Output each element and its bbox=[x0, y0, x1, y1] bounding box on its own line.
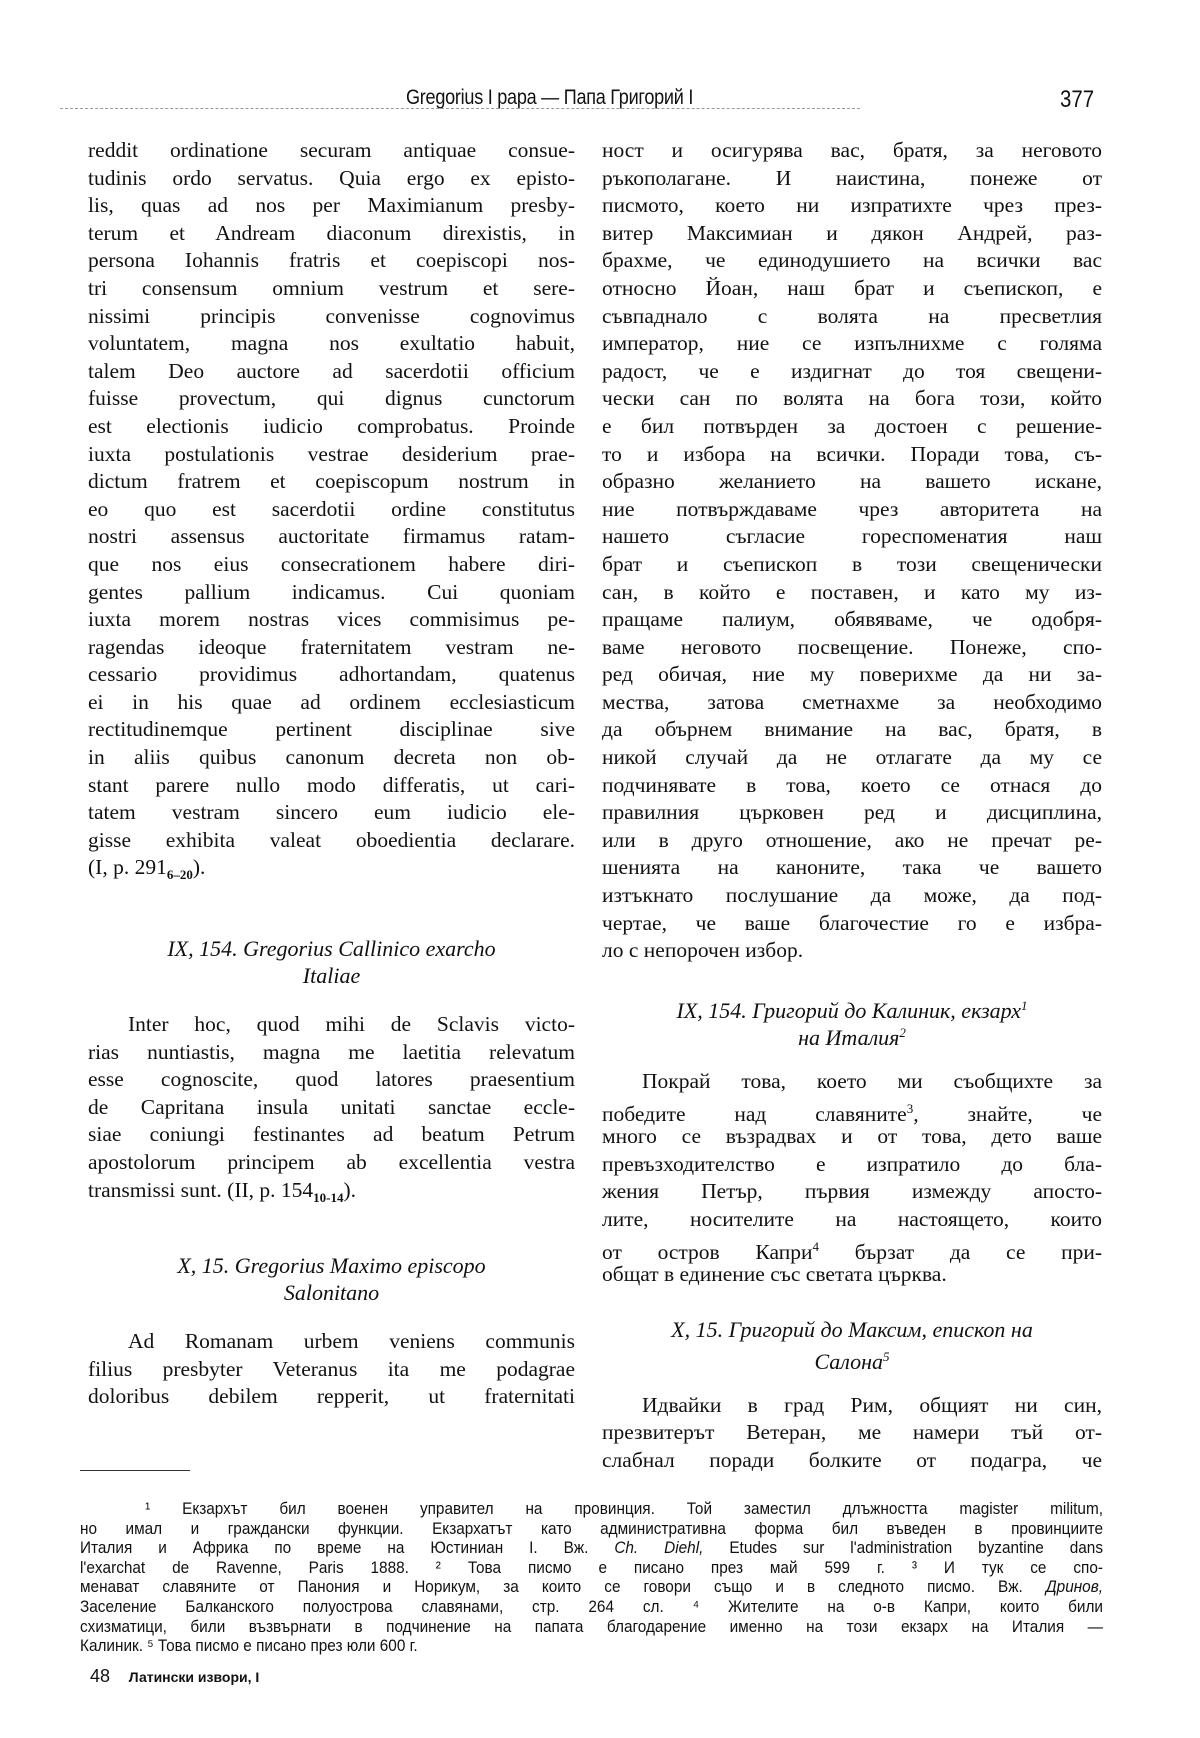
footnote-line bbox=[80, 1637, 1103, 1657]
footnote-text: Калиник. ⁵ Това писмо е писано през юли 600 г. bbox=[80, 1637, 418, 1656]
text-line: Ad Romanam urbem veniens communis bbox=[128, 1329, 575, 1354]
text-line: rectitudinemque pertinent disciplinae sive bbox=[88, 717, 575, 742]
heading-text: на Италия bbox=[798, 1024, 900, 1050]
text-line: stant parere nullo modo differatis, ut cari- bbox=[88, 772, 575, 797]
text-line: eo quo est sacerdotii ordine constitutus bbox=[88, 496, 575, 521]
text-segment: много се възрадвах и от това, дето ваше bbox=[602, 1124, 1102, 1148]
footnote-line bbox=[80, 1559, 1103, 1579]
text-segment: Покрай това, което ми съобщихте за bbox=[642, 1068, 1102, 1093]
text-line: ност и осигурява вас, братя, за неговото bbox=[602, 138, 1102, 162]
text-line: gisse exhibita valeat oboedientia declarare. bbox=[88, 827, 575, 852]
citation-end: ). bbox=[343, 1177, 357, 1202]
text-line: презвитерът Ветеран, ме намери тъй от- bbox=[602, 1420, 1102, 1445]
citation-lines: 10-14 bbox=[313, 1189, 344, 1205]
text-line: чески сан по волята на бога този, който bbox=[602, 386, 1102, 411]
text-segment: победите над славяните bbox=[602, 1102, 907, 1127]
text-line: или в друго отношение, ако не пречат ре- bbox=[602, 827, 1102, 852]
text-line: lis, quas ad nos per Maximianum presby- bbox=[88, 193, 575, 218]
heading-line: IX, 154. Gregorius Callinico exarcho bbox=[167, 936, 496, 962]
running-head bbox=[0, 86, 1200, 126]
bulgarian-letter-body-ix-154 bbox=[602, 1068, 1102, 1289]
text-line: съвпаднало с волята на пресветлия bbox=[602, 303, 1102, 328]
source-label: Латински извори, I bbox=[128, 1669, 260, 1685]
text-line bbox=[602, 1151, 1102, 1179]
latin-letter-heading-x-15 bbox=[88, 1252, 575, 1306]
signature-number: 48 bbox=[90, 1666, 111, 1686]
text-line: filius presbyter Veteranus ita me podagrae bbox=[88, 1356, 575, 1381]
text-line: ръкополагане. И наистина, понеже от bbox=[602, 165, 1102, 190]
text-line bbox=[602, 1123, 1102, 1151]
latin-letter-heading-ix-154 bbox=[88, 935, 575, 989]
text-line: ваме неговото посвещение. Понеже, спо- bbox=[602, 634, 1102, 659]
latin-column bbox=[88, 137, 575, 1411]
text-line bbox=[602, 1261, 1102, 1289]
text-line: подчинявате в това, което се отнася до bbox=[602, 772, 1102, 797]
text-line bbox=[602, 1095, 1102, 1127]
footnote-line bbox=[80, 1520, 1103, 1540]
text-line: писмото, което ни изпратихте чрез през- bbox=[602, 193, 1102, 218]
text-line: iuxta morem nostras vices commisimus pe- bbox=[88, 607, 575, 632]
text-line: in aliis quibus canonum decreta non ob- bbox=[88, 745, 575, 770]
text-line: витер Максимиан и дякон Андрей, раз- bbox=[602, 220, 1102, 245]
text-line: то и избора на всички. Поради това, съ- bbox=[602, 441, 1102, 466]
text-line: относно Йоан, наш брат и съепископ, е bbox=[602, 275, 1102, 300]
text-line: изтъкнато послушание да може, да под- bbox=[602, 883, 1102, 908]
footnote-marker[interactable]: 3 bbox=[906, 1101, 914, 1117]
footnote-text: Италия и Африка по време на Юстиниан I. Вж. bbox=[80, 1539, 615, 1558]
footnotes bbox=[80, 1500, 1103, 1657]
latin-letter-body-ix-154 bbox=[88, 1011, 575, 1177]
text-line: terum et Andream diaconum direxistis, in bbox=[88, 220, 575, 245]
text-segment: общат в единение със светата църква. bbox=[602, 1261, 947, 1286]
citation-text: (I, p. 291 bbox=[88, 855, 167, 880]
footnote-line bbox=[80, 1618, 1103, 1638]
heading-text: Салона bbox=[814, 1348, 884, 1374]
text-line: слабнал поради болките от подагра, че bbox=[602, 1447, 1102, 1472]
footnote-line bbox=[80, 1578, 1103, 1598]
page-footer bbox=[90, 1666, 259, 1687]
text-line bbox=[602, 1178, 1102, 1206]
footnote-marker[interactable]: 1 bbox=[1020, 997, 1028, 1013]
text-line: е бил потвърден за достоен с решение- bbox=[602, 413, 1102, 438]
text-line: Inter hoc, quod mihi de Sclavis victo- bbox=[128, 1012, 575, 1037]
text-segment: жения Петър, първия измежду апосто- bbox=[602, 1179, 1102, 1204]
text-line: iuxta postulationis vestrae desiderium prae- bbox=[88, 441, 575, 466]
text-line: siae coniungi festinantes ad beatum Petrum bbox=[88, 1122, 575, 1147]
text-line: император, ние се изпълнихме с голяма bbox=[602, 331, 1102, 356]
text-line bbox=[602, 1068, 1102, 1096]
footnote-text: Etudes sur l'administration byzantine dans bbox=[703, 1539, 1104, 1558]
text-segment: лите, носителите на настоящето, които bbox=[602, 1206, 1102, 1231]
text-line: que nos eius consecrationem habere diri- bbox=[88, 551, 575, 576]
text-line: сан, в който е поставен, и като му из- bbox=[602, 579, 1102, 604]
text-line: ред обичая, ние му поверихме да ни за- bbox=[602, 662, 1102, 687]
footnote-citation-author: Дринов, bbox=[1045, 1578, 1103, 1597]
text-line: tri consensum omnium vestrum et sere- bbox=[88, 275, 575, 300]
heading-line: Italiae bbox=[302, 963, 361, 989]
text-line: брахме, че единодушието на всички вас bbox=[602, 248, 1102, 273]
text-line: cessario providimus adhortandam, quatenus bbox=[88, 662, 575, 687]
citation-line bbox=[88, 1177, 575, 1205]
text-line: пращаме палиум, обявяваме, че одобря- bbox=[602, 607, 1102, 632]
footnote-text: Заселение Балканского полуострова славянами, стр. 264 сл. ⁴ Жителите на о-в Капри, които били bbox=[80, 1597, 1103, 1616]
bulgarian-letter-heading-x-15 bbox=[602, 1316, 1102, 1374]
running-title: Gregorius I papa — Папа Григорий I bbox=[406, 86, 694, 109]
text-line: Идвайки в град Рим, общият ни син, bbox=[642, 1392, 1102, 1417]
text-line: радост, че е издигнат до тоя свещени- bbox=[602, 358, 1102, 383]
text-line: reddit ordinatione securam antiquae consue- bbox=[88, 138, 575, 162]
header-rule bbox=[60, 108, 860, 109]
bulgarian-column bbox=[602, 137, 1102, 1474]
footnote-line bbox=[80, 1598, 1103, 1618]
heading-line: X, 15. Gregorius Maximo episcopo bbox=[177, 1253, 486, 1279]
text-line bbox=[602, 1233, 1102, 1265]
text-line: ние потвърждаваме чрез авторитета на bbox=[602, 496, 1102, 521]
heading-line bbox=[602, 992, 1102, 1023]
bulgarian-letter-heading-ix-154 bbox=[602, 992, 1102, 1050]
citation-lines: 6–20 bbox=[166, 867, 193, 883]
text-segment: бързат да се при- bbox=[819, 1240, 1102, 1265]
text-line: dictum fratrem et coepiscopum nostrum in bbox=[88, 469, 575, 494]
text-line: ei in his quae ad ordinem ecclesiasticum bbox=[88, 689, 575, 714]
text-line: ло с непорочен избор. bbox=[602, 938, 804, 963]
text-line: fuisse provectum, qui dignus cunctorum bbox=[88, 386, 575, 411]
latin-letter-body-x-15 bbox=[88, 1328, 575, 1411]
text-segment: , знайте, че bbox=[913, 1102, 1102, 1127]
citation-end: ). bbox=[192, 855, 206, 880]
footnote-line bbox=[80, 1539, 1103, 1559]
footnote-marker[interactable]: 2 bbox=[899, 1024, 906, 1040]
bulgarian-letter-body-x-15 bbox=[602, 1392, 1102, 1475]
heading-line: Salonitano bbox=[283, 1280, 380, 1306]
text-line: шенията на каноните, така че вашето bbox=[602, 855, 1102, 880]
text-line: tatem vestram sincero eum iudicio ele- bbox=[88, 800, 575, 825]
citation-text: transmissi sunt. (II, p. 154 bbox=[88, 1177, 314, 1202]
footnote-text: ¹ Екзархът бил военен управител на провинция. Той заместил длъжността magister militum, bbox=[145, 1500, 1104, 1518]
text-segment: превъзходителство е изпратило до бла- bbox=[602, 1151, 1102, 1176]
text-segment: от остров Капри bbox=[602, 1240, 813, 1265]
text-line bbox=[602, 1206, 1102, 1234]
text-line: мества, затова сметнахме за необходимо bbox=[602, 689, 1102, 714]
footnote-text: схизматици, били възвърнати в подчинение на папата благодарение именно на този екзарх на Италия — bbox=[80, 1617, 1103, 1636]
heading-line bbox=[602, 1343, 1102, 1374]
latin-continuation-paragraph bbox=[88, 137, 575, 854]
text-line: брат и съепископ в този свещенически bbox=[602, 551, 1102, 576]
text-line: persona Iohannis fratris et coepiscopi nos- bbox=[88, 248, 575, 273]
text-line: gentes pallium indicamus. Cui quoniam bbox=[88, 579, 575, 604]
text-line: rias nuntiastis, magna me laetitia relevatum bbox=[88, 1039, 575, 1064]
text-line: talem Deo auctore ad sacerdotii officium bbox=[88, 358, 575, 383]
text-line: чертае, че ваше благочестие го е избра- bbox=[602, 910, 1102, 935]
text-line: nissimi principis convenisse cognovimus bbox=[88, 303, 575, 328]
text-line: apostolorum principem ab excellentia vestra bbox=[88, 1150, 575, 1174]
footnote-text: менават славяните от Панония и Норикум, за които се говори също и в следното писмо. Вж. bbox=[80, 1578, 1046, 1597]
text-line: doloribus debilem repperit, ut fraternitati bbox=[88, 1384, 575, 1409]
text-line: esse cognoscite, quod latores praesentium bbox=[88, 1067, 575, 1092]
heading-line: X, 15. Григорий до Максим, епископ на bbox=[671, 1316, 1033, 1342]
text-line: образно желанието на вашето искане, bbox=[602, 469, 1102, 494]
text-line: ragendas ideoque fraternitatem vestram ne- bbox=[88, 634, 575, 659]
text-line: de Capritana insula unitati sanctae eccle- bbox=[88, 1094, 575, 1119]
footnote-citation-author: Ch. Diehl, bbox=[614, 1539, 704, 1558]
text-line: правилния църковен ред и дисциплина, bbox=[602, 800, 1102, 825]
footnote-text: но имал и граждански функции. Екзархатът като административна форма бил въведен в провинциите bbox=[80, 1519, 1103, 1538]
text-line: tudinis ordo servatus. Quia ergo ex episto- bbox=[88, 165, 575, 190]
page-number: 377 bbox=[1060, 86, 1095, 113]
footnote-text: l'exarchat de Ravenne, Paris 1888. ² Това писмо е писано през май 599 г. ³ И тук се спо- bbox=[80, 1558, 1103, 1577]
footnote-separator bbox=[80, 1470, 190, 1471]
text-line: да обърнем внимание на вас, братя, в bbox=[602, 717, 1102, 742]
footnote-line bbox=[80, 1500, 1103, 1520]
citation-line bbox=[88, 854, 575, 882]
footnote-marker[interactable]: 4 bbox=[812, 1239, 819, 1255]
text-line: никой случай да не отлагате да му се bbox=[602, 745, 1102, 770]
text-line: est electionis iudicio comprobatus. Proinde bbox=[88, 413, 575, 438]
heading-text: IX, 154. Григорий до Калиник, екзарх bbox=[676, 997, 1021, 1023]
text-line: nostri assensus auctoritate firmamus ratam- bbox=[88, 524, 575, 549]
bulgarian-continuation-paragraph bbox=[602, 137, 1102, 965]
text-line: нашето съгласие гореспоменатия наш bbox=[602, 524, 1102, 549]
text-line: voluntatem, magna nos exultatio habuit, bbox=[88, 331, 575, 356]
footnote-marker[interactable]: 5 bbox=[883, 1348, 890, 1364]
